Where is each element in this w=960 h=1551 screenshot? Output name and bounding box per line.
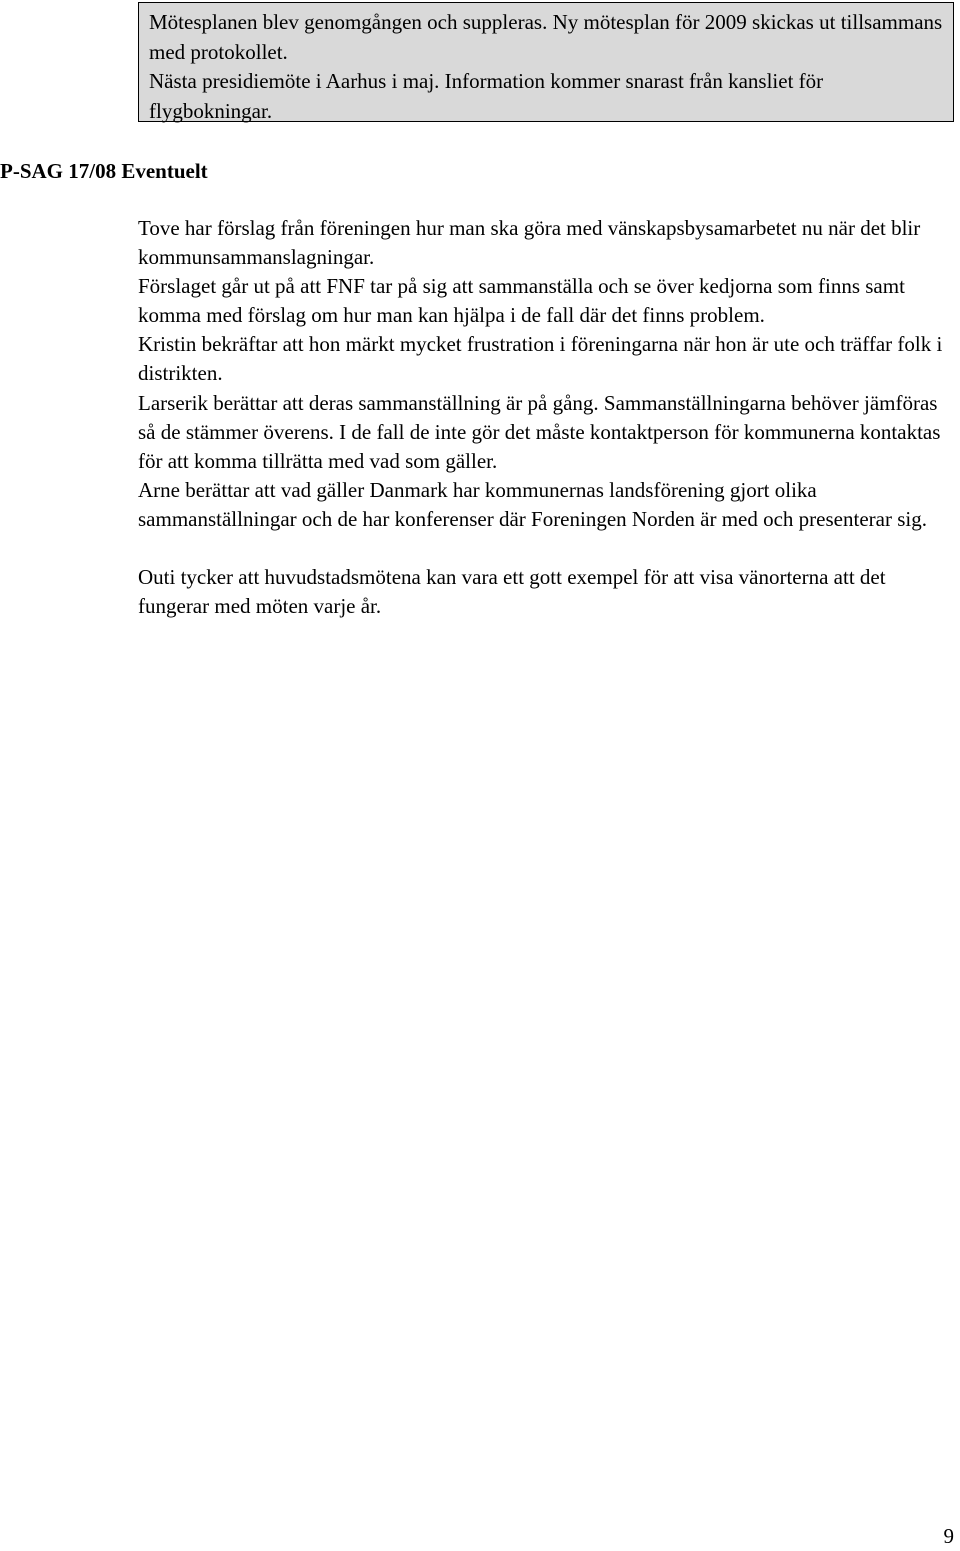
body-paragraph: Kristin bekräftar att hon märkt mycket frustration i föreningarna när hon är ute och träffar folk i distrikten. (138, 332, 943, 386)
body-paragraph: Tove har förslag från föreningen hur man ska göra med vänskapsbysamarbetet nu när det blir kommunsammanslagningar. (138, 216, 921, 270)
section-heading: P-SAG 17/08 Eventuelt (0, 159, 208, 183)
body-paragraph: Förslaget går ut på att FNF tar på sig att sammanställa och se över kedjorna som finns samt komma med förslag om hur man kan hjälpa i de fall där det finns problem. (138, 274, 905, 328)
body-paragraph: Outi tycker att huvudstadsmötena kan vara ett gott exempel för att visa vänorterna att det fungerar med möten varje år. (138, 565, 886, 619)
section-body (138, 214, 953, 621)
body-paragraph: Larserik berättar att deras sammanställning är på gång. Sammanställningarna behöver jämföras så de stämmer överens. I de fall de inte gör det måste kontaktperson för kommunerna kontaktas för att komma tillrätta med vad som gäller. (138, 390, 941, 473)
page-number: 9 (943, 1524, 954, 1548)
shaded-note-box (138, 2, 954, 122)
box-paragraph: Nästa presidiemöte i Aarhus i maj. Information kommer snarast från kansliet för flygbokningar. (149, 69, 824, 123)
box-paragraph: Mötesplanen blev genomgången och suppleras. Ny mötesplan för 2009 skickas ut tillsammans med protokollet. (149, 10, 943, 64)
body-paragraph: Arne berättar att vad gäller Danmark har kommunernas landsförening gjort olika sammanställningar och de har konferenser där Foreningen Norden är med och presenterar sig. (138, 477, 927, 531)
